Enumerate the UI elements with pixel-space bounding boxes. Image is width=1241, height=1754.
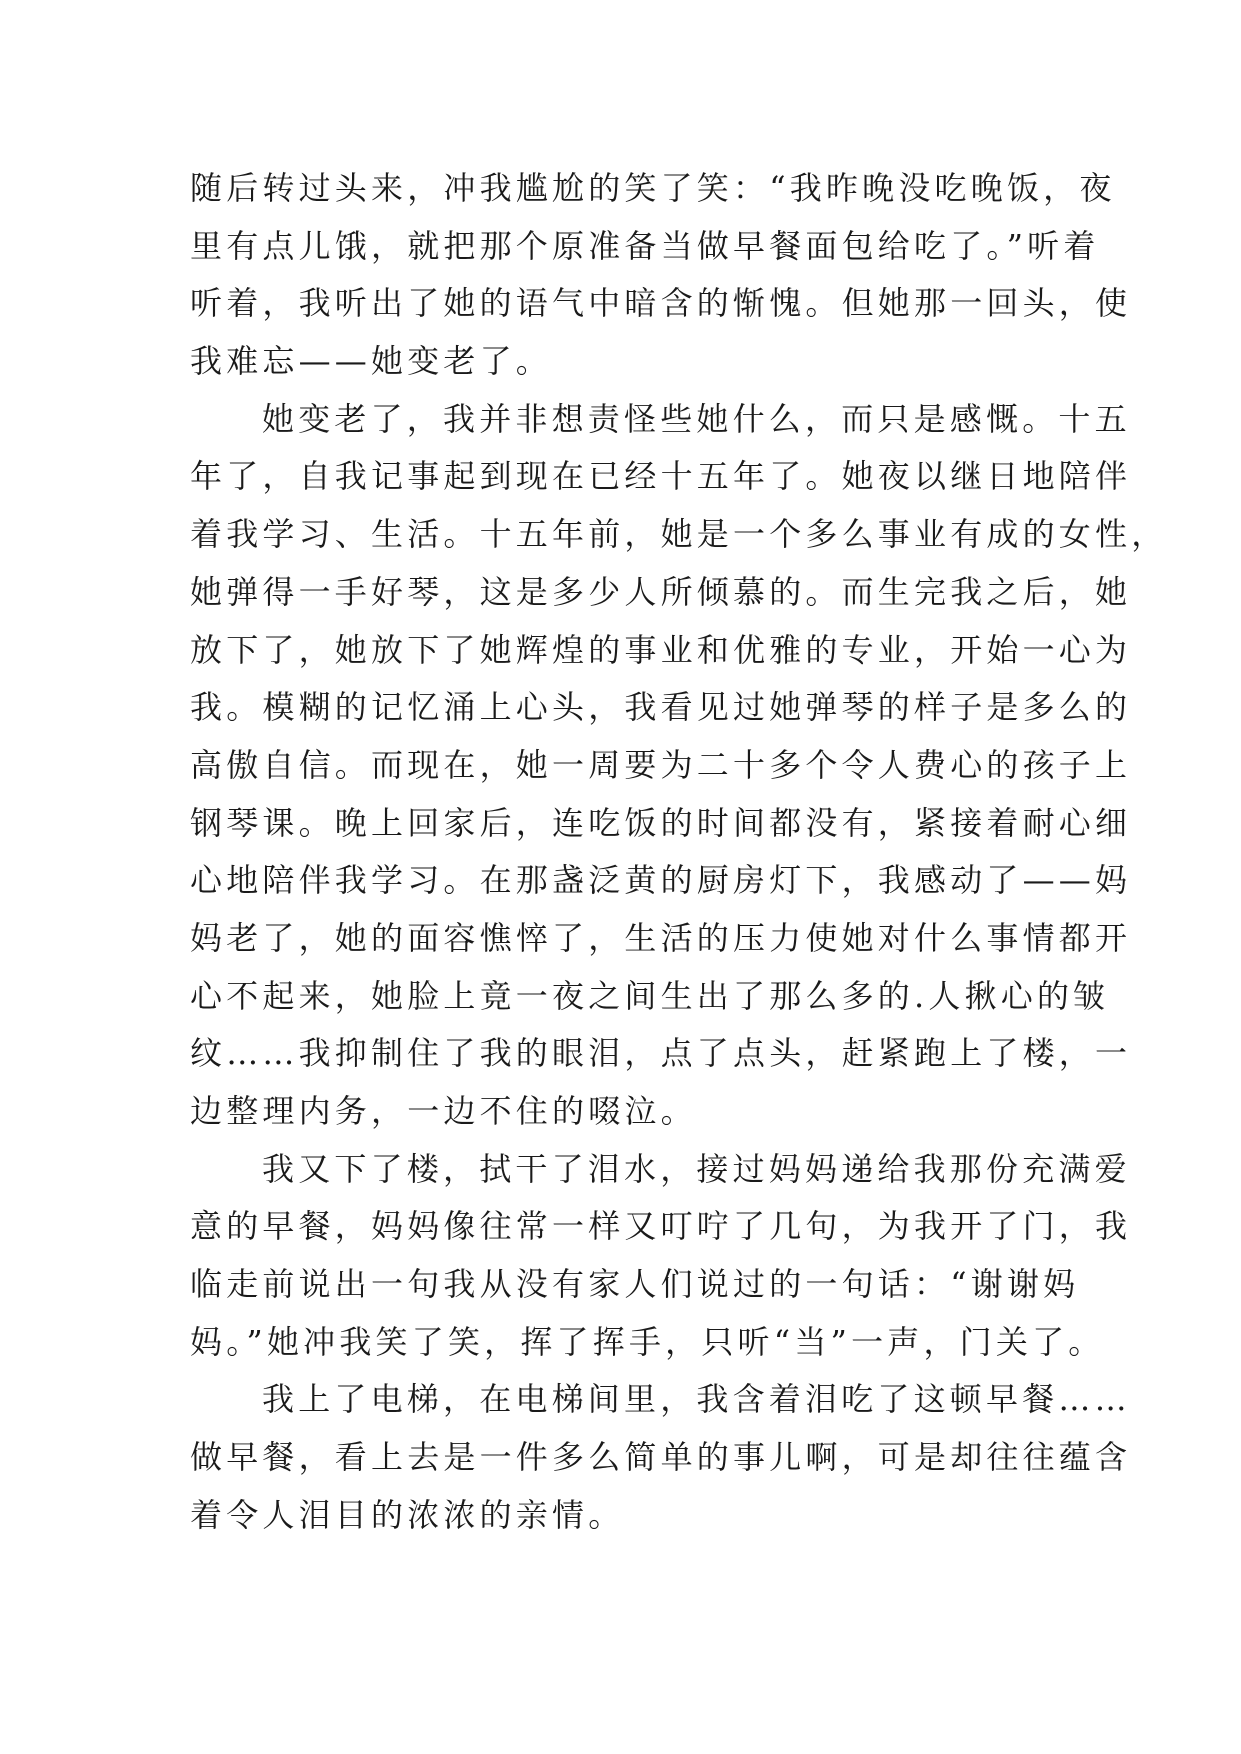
text-line: 做早餐，看上去是一件多么简单的事儿啊，可是却往往蕴含 — [190, 1438, 1132, 1477]
text-line: 随后转过头来，冲我尴尬的笑了笑：“我昨晚没吃晚饭，夜 — [190, 169, 1116, 207]
paragraph-4 — [190, 1371, 1132, 1544]
text-line: 心不起来，她脸上竟一夜之间生出了那么多的.人揪心的皱 — [190, 976, 1110, 1015]
text-line: 意的早餐，妈妈像往常一样又叮咛了几句，为我开了门，我 — [190, 1207, 1132, 1246]
text-line: 边整理内务，一边不住的啜泣。 — [190, 1092, 697, 1130]
text-line: 我。模糊的记忆涌上心头，我看见过她弹琴的样子是多么的 — [190, 688, 1132, 727]
text-line: 年了，自我记事起到现在已经十五年了。她夜以继日地陪伴 — [190, 457, 1132, 496]
text-line: 钢琴课。晚上回家后，连吃饭的时间都没有，紧接着耐心细 — [190, 803, 1132, 842]
text-line: 临走前说出一句我从没有家人们说过的一句话：“谢谢妈 — [190, 1265, 1080, 1304]
document-body — [190, 160, 1168, 1545]
text-line: 她变老了，我并非想责怪些她什么，而只是感慨。十五 — [262, 399, 1131, 438]
text-line: 听着，我听出了她的语气中暗含的惭愧。但她那一回头，使 — [190, 284, 1132, 323]
paragraph-1 — [190, 160, 1132, 391]
text-line: 她弹得一手好琴，这是多少人所倾慕的。而生完我之后，她 — [190, 572, 1132, 611]
text-line: 里有点儿饿，就把那个原准备当做早餐面包给吃了。”听着 — [190, 226, 1100, 265]
paragraph-3 — [190, 1141, 1132, 1372]
text-line: 妈老了，她的面容憔悴了，生活的压力使她对什么事情都开 — [190, 918, 1132, 957]
text-line: 着我学习、生活。十五年前，她是一个多么事业有成的女性， — [190, 515, 1168, 554]
text-line: 我上了电梯，在电梯间里，我含着泪吃了这顿早餐…… — [262, 1380, 1131, 1419]
text-line: 高傲自信。而现在，她一周要为二十多个令人费心的孩子上 — [190, 745, 1132, 784]
text-line: 我难忘——她变老了。 — [190, 342, 553, 381]
text-line: 妈。”她冲我笑了笑，挥了挥手，只听“当”一声，门关了。 — [190, 1322, 1105, 1361]
text-line: 放下了，她放下了她辉煌的事业和优雅的专业，开始一心为 — [190, 630, 1132, 669]
text-line: 着令人泪目的浓浓的亲情。 — [190, 1495, 625, 1534]
text-line: 我又下了楼，拭干了泪水，接过妈妈递给我那份充满爱 — [262, 1149, 1131, 1188]
text-line: 纹……我抑制住了我的眼泪，点了点头，赶紧跑上了楼，一 — [190, 1034, 1132, 1073]
text-line: 心地陪伴我学习。在那盏泛黄的厨房灯下，我感动了——妈 — [190, 861, 1132, 900]
paragraph-2 — [190, 391, 1168, 1141]
